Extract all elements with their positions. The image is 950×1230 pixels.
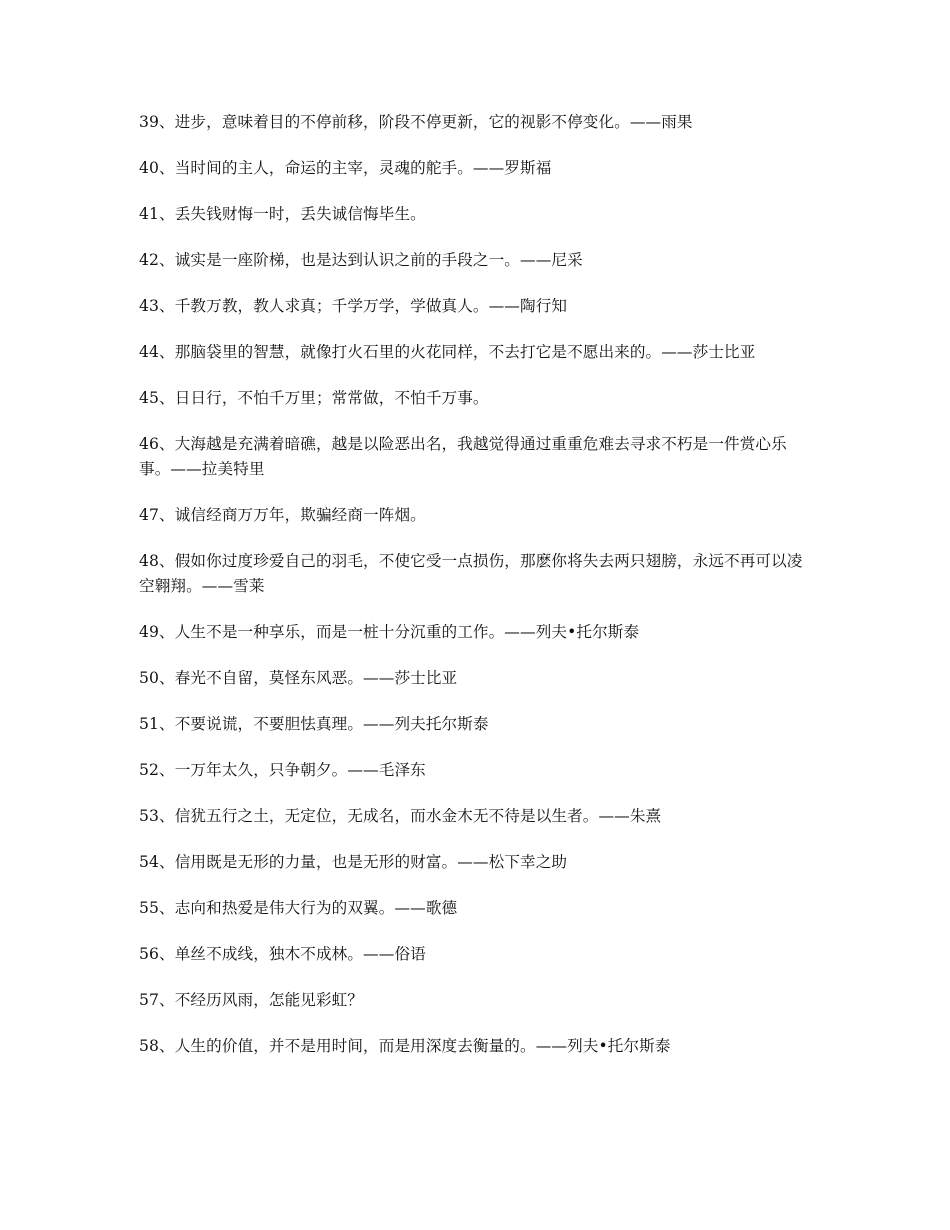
quote-list xyxy=(139,110,814,1080)
quote-48: 48、假如你过度珍爱自己的羽毛，不使它受一点损伤，那麽你将失去两只翅膀，永远不再可以凌空翱翔。——雪莱 xyxy=(139,552,803,595)
quote-44: 44、那脑袋里的智慧，就像打火石里的火花同样，不去打它是不愿出来的。——莎士比亚 xyxy=(139,343,756,361)
quote-52: 52、一万年太久，只争朝夕。——毛泽东 xyxy=(139,761,426,779)
quote-53: 53、信犹五行之土，无定位，无成名，而水金木无不待是以生者。——朱熹 xyxy=(139,807,662,825)
quote-45: 45、日日行，不怕千万里；常常做，不怕千万事。 xyxy=(139,389,489,407)
quote-56: 56、单丝不成线，独木不成林。——俗语 xyxy=(139,945,426,963)
quote-50: 50、春光不自留，莫怪东风恶。——莎士比亚 xyxy=(139,669,458,687)
quote-51: 51、不要说谎，不要胆怯真理。——列夫托尔斯泰 xyxy=(139,715,489,733)
quote-46: 46、大海越是充满着暗礁，越是以险恶出名，我越觉得通过重重危难去寻求不朽是一件赏心乐事。——拉美特里 xyxy=(139,435,787,478)
quote-49: 49、人生不是一种享乐，而是一桩十分沉重的工作。——列夫•托尔斯泰 xyxy=(139,623,640,641)
quote-43: 43、千教万教，教人求真；千学万学，学做真人。——陶行知 xyxy=(139,297,568,315)
quote-57: 57、不经历风雨，怎能见彩虹？ xyxy=(139,991,364,1009)
quote-40: 40、当时间的主人，命运的主宰，灵魂的舵手。——罗斯福 xyxy=(139,159,552,177)
quote-55: 55、志向和热爱是伟大行为的双翼。——歌德 xyxy=(139,899,458,917)
quote-42: 42、诚实是一座阶梯，也是达到认识之前的手段之一。——尼采 xyxy=(139,251,583,269)
quote-54: 54、信用既是无形的力量，也是无形的财富。——松下幸之助 xyxy=(139,853,568,871)
quote-47: 47、诚信经商万万年，欺骗经商一阵烟。 xyxy=(139,506,426,524)
quote-41: 41、丢失钱财悔一时，丢失诚信悔毕生。 xyxy=(139,205,426,223)
quote-58: 58、人生的价值，并不是用时间，而是用深度去衡量的。——列夫•托尔斯泰 xyxy=(139,1037,671,1055)
quote-39: 39、进步，意味着目的不停前移，阶段不停更新，它的视影不停变化。——雨果 xyxy=(139,113,693,131)
